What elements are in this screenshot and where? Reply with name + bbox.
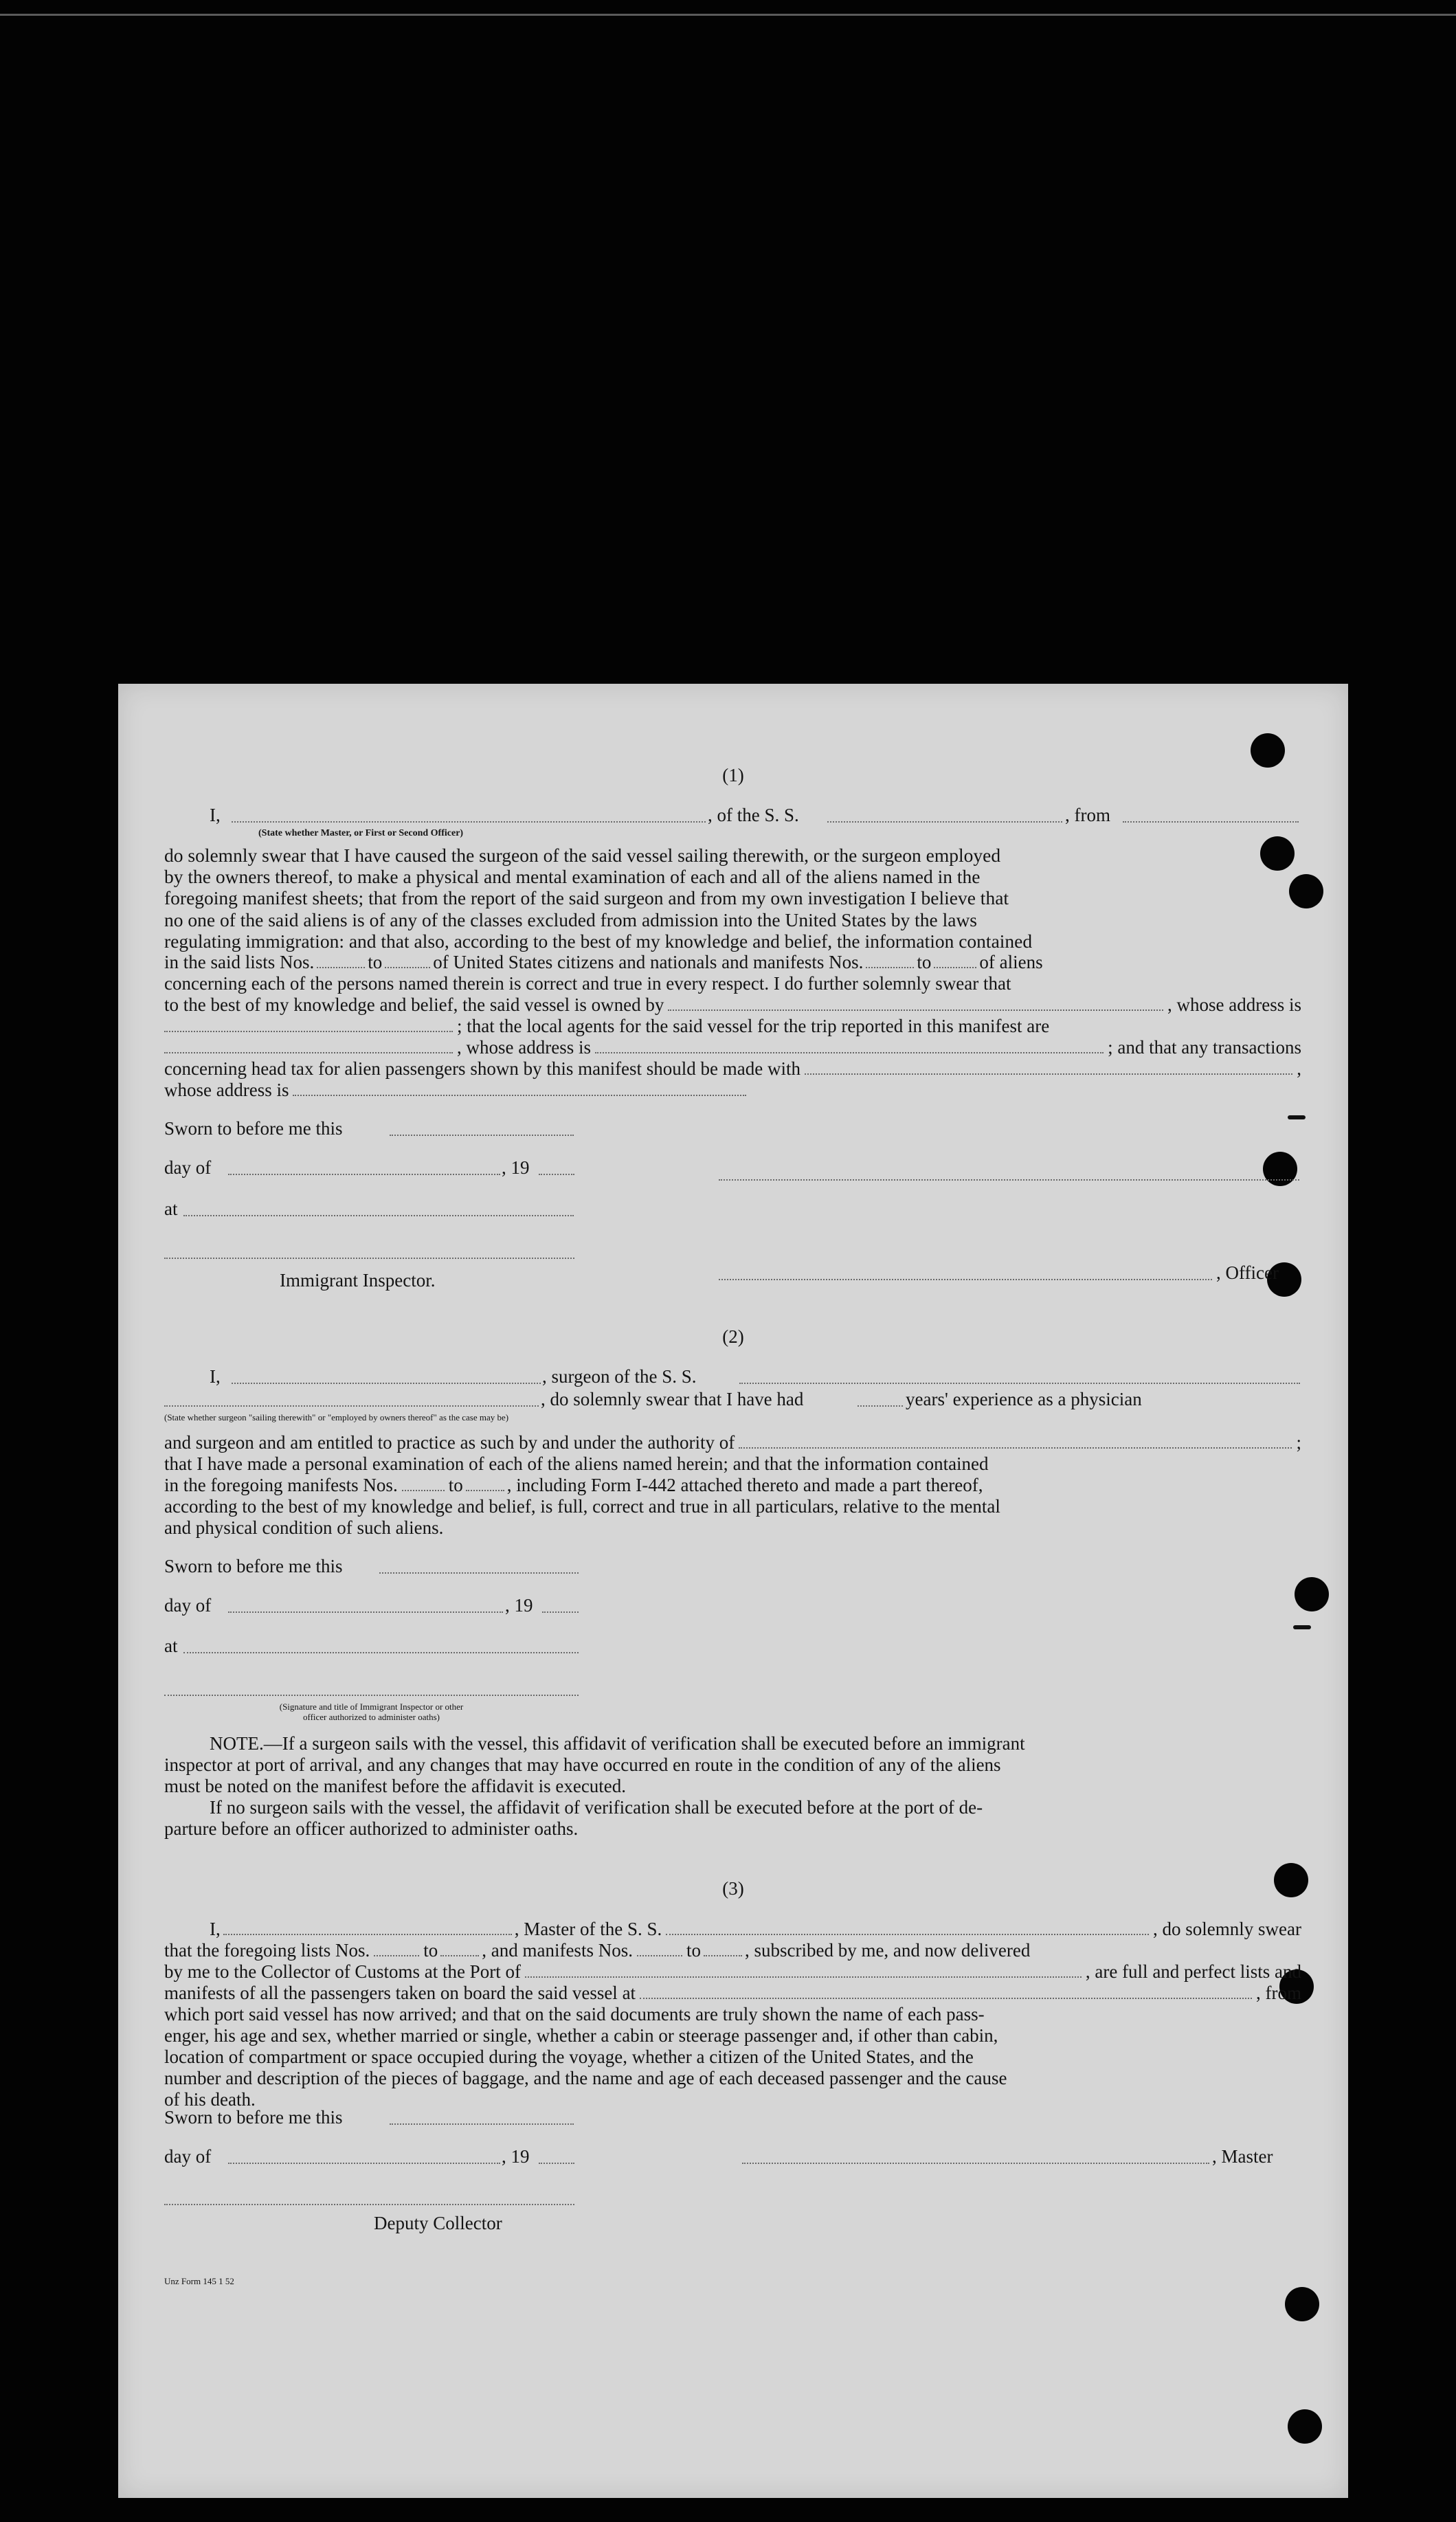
s2-years-label: years' experience as a physician <box>906 1389 1142 1409</box>
s1-body <box>164 845 1301 952</box>
s2-line-4: according to the best of my knowledge and belief, is full, correct and true in all particulars, relative to the mental <box>164 1496 1000 1517</box>
s2-line-5: and physical condition of such aliens. <box>164 1517 444 1538</box>
s1-address-label-1: , whose address is <box>1167 994 1301 1015</box>
punch-hole-6 <box>1295 1577 1329 1611</box>
s1-line-7: concerning each of the persons named therein is correct and true in every respect. I do further solemnly swear that <box>164 973 1011 994</box>
s1-lists-to-field <box>385 953 430 968</box>
s2-lead-i: I, <box>210 1366 221 1387</box>
s1-inspector-signature-field <box>164 1258 574 1259</box>
section-3-number: (3) <box>722 1878 744 1899</box>
s1-line-10 <box>164 1037 1301 1058</box>
s3-master-label: , Master <box>1212 2146 1273 2167</box>
s1-owner-field <box>668 996 1163 1011</box>
s1-of-ss: , of the S. S. <box>708 805 799 825</box>
s2-line-2: that I have made a personal examination of each of the aliens named herein; and that the information contained <box>164 1453 989 1474</box>
s1-address-label-3: whose address is <box>164 1080 289 1100</box>
s1-comma: , <box>1297 1058 1301 1079</box>
s3-perfect-lists: , are full and perfect lists and <box>1085 1961 1301 1982</box>
s2-signature-field <box>164 1695 579 1696</box>
s2-authority-field <box>739 1433 1292 1449</box>
s2-manifest-from-field <box>402 1476 445 1491</box>
s3-master-signature-field <box>742 2163 1209 2164</box>
s3-to-2: to <box>686 1940 701 1961</box>
binder-mark-2 <box>1293 1625 1311 1629</box>
s3-manifest-to-field <box>704 1941 742 1956</box>
manifest-affidavit-sheet <box>118 684 1348 2498</box>
s1-year-field <box>539 1174 574 1175</box>
s1-from: , from <box>1065 805 1110 825</box>
s2-note-b-2: parture before an officer authorized to administer oaths. <box>164 1818 579 1839</box>
s1-manifest-to-field <box>934 953 976 968</box>
s1-to-1: to <box>368 952 383 972</box>
s1-officer-field <box>719 1279 1212 1280</box>
s1-line-9 <box>164 1016 1301 1037</box>
s3-day-field <box>228 2163 500 2164</box>
s2-status-field <box>164 1405 539 1407</box>
s3-sworn: Sworn to before me this <box>164 2107 343 2128</box>
s3-line-0 <box>210 1919 1301 1940</box>
s2-day-field <box>228 1611 503 1613</box>
s1-year: , 19 <box>502 1157 530 1178</box>
punch-hole-1 <box>1251 733 1285 768</box>
s3-line-4: which port said vessel has now arrived; and that on the said documents are truly shown the name of each pass- <box>164 2004 985 2024</box>
s1-line-3: foregoing manifest sheets; that from the report of the said surgeon and from my own investigation I believe that <box>164 887 1009 909</box>
s3-taken-on-board: manifests of all the passengers taken on board the said vessel at <box>164 1983 636 2003</box>
s1-transactions-label: ; and that any transactions <box>1108 1037 1301 1058</box>
s1-at-field <box>183 1215 574 1216</box>
s3-from: , from <box>1256 1983 1301 2003</box>
s2-note-a-2: inspector at port of arrival, and any changes that may have occurred en route in the condition of any of the aliens <box>164 1754 1001 1775</box>
s1-from-field <box>1123 821 1299 823</box>
s3-manifest-from-field <box>637 1941 682 1956</box>
s1-line-6 <box>164 952 1301 973</box>
s2-manifest-to-field <box>466 1476 504 1491</box>
s1-citizens-label: of United States citizens and nationals and manifests Nos. <box>433 952 864 972</box>
s1-line-11 <box>164 1058 1301 1080</box>
section-2-number: (2) <box>722 1326 744 1347</box>
s2-line-1 <box>164 1432 1301 1453</box>
punch-hole-4 <box>1263 1152 1297 1186</box>
s3-line-5: enger, his age and sex, whether married or single, whether a cabin or steerage passenger and, if other than cabin, <box>164 2025 998 2046</box>
s3-sworn-field <box>390 2123 574 2125</box>
s3-manifests-label: , and manifests Nos. <box>482 1940 633 1961</box>
s1-day-of: day of <box>164 1157 212 1178</box>
s3-year-field <box>539 2163 574 2164</box>
s1-owner-address-field <box>164 1017 453 1032</box>
s3-line-2 <box>164 1961 1301 1983</box>
s3-line-3 <box>164 1983 1301 2004</box>
s2-name-field <box>232 1383 541 1384</box>
form-number: Unz Form 145 1 52 <box>164 2276 234 2286</box>
s3-lists-to-field <box>440 1941 479 1956</box>
s1-title-note: (State whether Master, or First or Second Officer) <box>258 828 464 838</box>
binder-mark-1 <box>1288 1115 1306 1119</box>
s1-agents-label: ; that the local agents for the said vessel for the trip reported in this manifest are <box>457 1016 1050 1036</box>
punch-hole-10 <box>1288 2409 1322 2444</box>
s2-year-field <box>542 1611 579 1613</box>
s1-ship-field <box>827 821 1062 823</box>
s2-sig-note-1: (Signature and title of Immigrant Inspector or other <box>279 1701 464 1712</box>
s3-day-of: day of <box>164 2146 212 2167</box>
s2-sworn-field <box>379 1572 579 1574</box>
s3-collector-signature-field <box>164 2204 574 2205</box>
s2-at-field <box>183 1652 579 1653</box>
s2-line-3 <box>164 1475 1301 1496</box>
s1-to-2: to <box>917 952 932 972</box>
scanner-edge-line <box>0 14 1456 16</box>
s2-sworn: Sworn to before me this <box>164 1556 343 1576</box>
s1-line-12 <box>164 1080 746 1101</box>
s1-line-8 <box>164 994 1301 1016</box>
s3-lists-label: that the foregoing lists Nos. <box>164 1940 370 1961</box>
s2-status-note: (State whether surgeon "sailing therewith" or "employed by owners thereof" as the case may be) <box>164 1412 509 1422</box>
s1-line-2: by the owners thereof, to make a physical and mental examination of each and all of the aliens named in the <box>164 866 981 888</box>
s2-manifests-label: in the foregoing manifests Nos. <box>164 1475 398 1495</box>
s2-at: at <box>164 1636 178 1656</box>
s1-sworn: Sworn to before me this <box>164 1118 343 1139</box>
s2-semicolon: ; <box>1296 1432 1301 1453</box>
s1-agents-address-field <box>595 1038 1104 1053</box>
s1-day-field <box>228 1174 500 1175</box>
s3-line-1 <box>164 1940 1301 1961</box>
s2-note-a-3: must be noted on the manifest before the affidavit is executed. <box>164 1776 627 1796</box>
s3-port-field <box>525 1963 1082 1978</box>
s2-surgeon-of: , surgeon of the S. S. <box>542 1366 697 1387</box>
s2-to: to <box>448 1475 463 1495</box>
s1-lists-nos-label: in the said lists Nos. <box>164 952 315 972</box>
s2-sig-note-2: officer authorized to administer oaths) <box>302 1712 440 1722</box>
s1-manifest-from-field <box>866 953 914 968</box>
punch-hole-9 <box>1285 2287 1319 2321</box>
s1-owned-by-label: to the best of my knowledge and belief, the said vessel is owned by <box>164 994 664 1015</box>
s3-deputy-label: Deputy Collector <box>374 2213 502 2233</box>
s1-lead-i: I, <box>210 805 221 825</box>
s1-head-tax-label: concerning head tax for alien passengers shown by this manifest should be made with <box>164 1058 801 1079</box>
s3-line-6: location of compartment or space occupied during the voyage, whether a citizen of the United States, and the <box>164 2046 974 2067</box>
s3-delivered: , subscribed by me, and now delivered <box>744 1940 1031 1961</box>
s1-head-tax-address-field <box>293 1081 746 1096</box>
s1-line-4: no one of the said aliens is of any of the classes excluded from admission into the United States by the laws <box>164 908 978 930</box>
s3-year: , 19 <box>502 2146 530 2167</box>
section-1-number: (1) <box>722 765 744 785</box>
s1-inspector-label: Immigrant Inspector. <box>280 1270 436 1291</box>
s1-of-aliens: of aliens <box>979 952 1043 972</box>
s3-port-label: by me to the Collector of Customs at the Port of <box>164 1961 521 1982</box>
s2-year: , 19 <box>505 1595 533 1616</box>
s3-lists-from-field <box>374 1941 419 1956</box>
s3-ship-field <box>666 1920 1149 1935</box>
s1-name-field <box>232 821 706 823</box>
s2-form-i442: , including Form I-442 attached thereto and made a part thereof, <box>506 1475 983 1495</box>
s3-line-8: of his death. <box>164 2089 256 2110</box>
s1-sworn-field <box>390 1135 574 1136</box>
s1-lists-from-field <box>317 953 365 968</box>
s1-officer-signature-field <box>719 1179 1299 1181</box>
s3-line-7: number and description of the pieces of baggage, and the name and age of each deceased passenger and the cause <box>164 2068 1007 2088</box>
s3-master-of: , Master of the S. S. <box>514 1919 662 1939</box>
s3-name-field <box>223 1920 512 1935</box>
s2-day-of: day of <box>164 1595 212 1616</box>
s3-to-1: to <box>423 1940 438 1961</box>
s3-embark-port-field <box>640 1984 1252 1999</box>
s1-address-label-2: , whose address is <box>457 1037 591 1058</box>
s1-at: at <box>164 1198 178 1219</box>
s2-ship-field <box>739 1383 1300 1384</box>
s1-line-1: do solemnly swear that I have caused the surgeon of the said vessel sailing therewith, or the surgeon employed <box>164 845 1001 866</box>
s1-head-tax-field <box>805 1060 1292 1075</box>
s3-swear: , do solemnly swear <box>1153 1919 1301 1939</box>
s3-lead-i: I, <box>210 1919 221 1939</box>
s2-authority-label: and surgeon and am entitled to practice as such by and under the authority of <box>164 1432 735 1453</box>
s2-note-b-1: If no surgeon sails with the vessel, the affidavit of verification shall be executed before at the port of de- <box>210 1797 983 1818</box>
s1-officer-label: , Officer <box>1216 1262 1279 1283</box>
s2-years-field <box>858 1405 903 1407</box>
s1-line-5: regulating immigration: and that also, according to the best of my knowledge and belief, the information contained <box>164 930 1033 952</box>
s2-swear: , do solemnly swear that I have had <box>541 1389 804 1409</box>
s2-note-a-1: NOTE.—If a surgeon sails with the vessel, this affidavit of verification shall be executed before an immigrant <box>210 1733 1025 1754</box>
s1-agents-field <box>164 1038 453 1053</box>
